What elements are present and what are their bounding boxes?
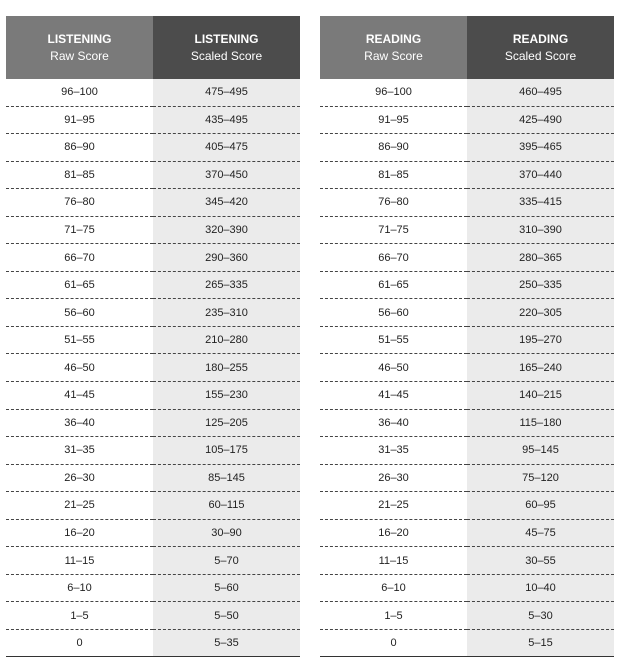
table-row: [320, 106, 614, 134]
reading-raw-score-cell: 91–95: [320, 106, 467, 134]
listening-scaled-score-cell: 5–50: [153, 602, 300, 630]
table-row: [320, 437, 614, 465]
listening-raw-score-cell: 11–15: [6, 547, 153, 575]
table-row: [6, 437, 300, 465]
reading-scaled-score-cell: 10–40: [467, 574, 614, 602]
table-row: [320, 602, 614, 630]
reading-scaled-score-cell: 95–145: [467, 437, 614, 465]
reading-raw-score-cell: 41–45: [320, 382, 467, 410]
listening-scaled-score-cell: 405–475: [153, 134, 300, 162]
table-row: [320, 216, 614, 244]
reading-scaled-score-header: [467, 16, 614, 79]
listening-raw-score-cell: 36–40: [6, 409, 153, 437]
table-row: [6, 299, 300, 327]
table-row: [6, 574, 300, 602]
listening-scaled-header-line2: Scaled Score: [190, 48, 263, 63]
table-row: [6, 326, 300, 354]
listening-raw-score-cell: 96–100: [6, 79, 153, 106]
reading-scaled-score-cell: 60–95: [467, 492, 614, 520]
table-row: [320, 629, 614, 657]
reading-header-row: [320, 16, 614, 79]
table-row: [6, 161, 300, 189]
listening-scaled-score-cell: 290–360: [153, 244, 300, 272]
reading-scaled-score-cell: 370–440: [467, 161, 614, 189]
listening-scaled-score-header: [153, 16, 300, 79]
table-row: [6, 464, 300, 492]
listening-raw-score-cell: 1–5: [6, 602, 153, 630]
reading-raw-score-cell: 36–40: [320, 409, 467, 437]
table-row: [320, 409, 614, 437]
listening-scaled-score-cell: 5–70: [153, 547, 300, 575]
reading-scaled-score-cell: 115–180: [467, 409, 614, 437]
reading-raw-score-cell: 26–30: [320, 464, 467, 492]
table-row: [6, 189, 300, 217]
reading-scaled-score-cell: 165–240: [467, 354, 614, 382]
listening-raw-header-line2: Raw Score: [50, 48, 109, 63]
reading-scaled-score-cell: 460–495: [467, 79, 614, 106]
reading-scaled-score-cell: 5–30: [467, 602, 614, 630]
reading-raw-score-cell: 76–80: [320, 189, 467, 217]
listening-raw-score-cell: 91–95: [6, 106, 153, 134]
listening-scaled-score-cell: 105–175: [153, 437, 300, 465]
reading-raw-score-cell: 66–70: [320, 244, 467, 272]
table-row: [6, 409, 300, 437]
listening-raw-score-cell: 86–90: [6, 134, 153, 162]
reading-scaled-score-cell: 335–415: [467, 189, 614, 217]
listening-raw-score-cell: 76–80: [6, 189, 153, 217]
listening-raw-header-line1: LISTENING: [47, 31, 112, 46]
reading-scaled-header-line1: READING: [512, 31, 569, 46]
table-row: [6, 547, 300, 575]
reading-scaled-score-cell: 140–215: [467, 382, 614, 410]
reading-raw-score-cell: 81–85: [320, 161, 467, 189]
reading-raw-header-line1: READING: [365, 31, 422, 46]
listening-raw-score-cell: 66–70: [6, 244, 153, 272]
table-row: [6, 519, 300, 547]
listening-raw-score-cell: 81–85: [6, 161, 153, 189]
reading-scaled-score-cell: 310–390: [467, 216, 614, 244]
table-row: [320, 299, 614, 327]
reading-raw-score-cell: 71–75: [320, 216, 467, 244]
table-row: [320, 189, 614, 217]
reading-scaled-score-cell: 75–120: [467, 464, 614, 492]
reading-raw-score-cell: 0: [320, 629, 467, 657]
listening-scaled-score-cell: 60–115: [153, 492, 300, 520]
reading-raw-score-cell: 96–100: [320, 79, 467, 106]
reading-raw-score-cell: 6–10: [320, 574, 467, 602]
reading-scaled-score-cell: 250–335: [467, 271, 614, 299]
reading-raw-score-cell: 46–50: [320, 354, 467, 382]
reading-raw-score-cell: 86–90: [320, 134, 467, 162]
listening-raw-score-cell: 71–75: [6, 216, 153, 244]
reading-scaled-score-cell: 395–465: [467, 134, 614, 162]
listening-raw-score-cell: 56–60: [6, 299, 153, 327]
listening-scaled-score-cell: 345–420: [153, 189, 300, 217]
table-row: [6, 629, 300, 657]
table-row: [320, 271, 614, 299]
table-row: [6, 134, 300, 162]
listening-raw-score-cell: 0: [6, 629, 153, 657]
table-row: [320, 79, 614, 106]
reading-scaled-score-cell: 220–305: [467, 299, 614, 327]
listening-raw-score-header: [6, 16, 153, 79]
table-row: [320, 519, 614, 547]
reading-raw-score-header: [320, 16, 467, 79]
listening-raw-score-cell: 61–65: [6, 271, 153, 299]
listening-raw-score-cell: 41–45: [6, 382, 153, 410]
listening-scaled-score-cell: 265–335: [153, 271, 300, 299]
listening-raw-score-cell: 21–25: [6, 492, 153, 520]
reading-raw-score-cell: 61–65: [320, 271, 467, 299]
reading-raw-score-cell: 51–55: [320, 326, 467, 354]
listening-scaled-score-cell: 30–90: [153, 519, 300, 547]
listening-scaled-score-cell: 5–60: [153, 574, 300, 602]
listening-scaled-score-cell: 5–35: [153, 629, 300, 657]
reading-raw-score-cell: 1–5: [320, 602, 467, 630]
listening-raw-score-cell: 51–55: [6, 326, 153, 354]
reading-scaled-score-cell: 45–75: [467, 519, 614, 547]
reading-raw-score-cell: 11–15: [320, 547, 467, 575]
reading-scaled-header-line2: Scaled Score: [504, 48, 577, 63]
table-row: [320, 464, 614, 492]
reading-scaled-score-cell: 425–490: [467, 106, 614, 134]
listening-raw-score-cell: 31–35: [6, 437, 153, 465]
listening-scaled-score-cell: 210–280: [153, 326, 300, 354]
listening-scaled-score-cell: 85–145: [153, 464, 300, 492]
reading-scaled-score-cell: 5–15: [467, 629, 614, 657]
reading-raw-score-cell: 16–20: [320, 519, 467, 547]
listening-scaled-score-cell: 435–495: [153, 106, 300, 134]
reading-scaled-score-cell: 280–365: [467, 244, 614, 272]
reading-raw-score-cell: 56–60: [320, 299, 467, 327]
listening-score-table: [6, 16, 300, 657]
table-row: [6, 271, 300, 299]
table-row: [320, 326, 614, 354]
reading-scaled-score-cell: 195–270: [467, 326, 614, 354]
reading-score-table: [320, 16, 614, 657]
listening-raw-score-cell: 6–10: [6, 574, 153, 602]
listening-header-row: [6, 16, 300, 79]
listening-scaled-score-cell: 475–495: [153, 79, 300, 106]
listening-scaled-score-cell: 155–230: [153, 382, 300, 410]
reading-raw-header-line2: Raw Score: [364, 48, 423, 63]
table-row: [6, 216, 300, 244]
listening-raw-score-cell: 16–20: [6, 519, 153, 547]
listening-scaled-score-cell: 370–450: [153, 161, 300, 189]
table-row: [6, 106, 300, 134]
listening-scaled-score-cell: 320–390: [153, 216, 300, 244]
reading-rows: [320, 79, 614, 657]
table-row: [320, 382, 614, 410]
listening-raw-score-cell: 46–50: [6, 354, 153, 382]
table-row: [320, 354, 614, 382]
table-row: [6, 602, 300, 630]
listening-scaled-score-cell: 125–205: [153, 409, 300, 437]
reading-raw-score-cell: 31–35: [320, 437, 467, 465]
table-row: [320, 547, 614, 575]
table-row: [320, 492, 614, 520]
table-row: [6, 492, 300, 520]
listening-scaled-score-cell: 180–255: [153, 354, 300, 382]
reading-raw-score-cell: 21–25: [320, 492, 467, 520]
reading-scaled-score-cell: 30–55: [467, 547, 614, 575]
table-row: [6, 79, 300, 106]
table-row: [6, 354, 300, 382]
table-row: [6, 244, 300, 272]
table-row: [320, 161, 614, 189]
table-row: [320, 574, 614, 602]
listening-scaled-header-line1: LISTENING: [194, 31, 259, 46]
listening-scaled-score-cell: 235–310: [153, 299, 300, 327]
listening-raw-score-cell: 26–30: [6, 464, 153, 492]
table-row: [320, 244, 614, 272]
table-row: [6, 382, 300, 410]
table-row: [320, 134, 614, 162]
listening-rows: [6, 79, 300, 657]
